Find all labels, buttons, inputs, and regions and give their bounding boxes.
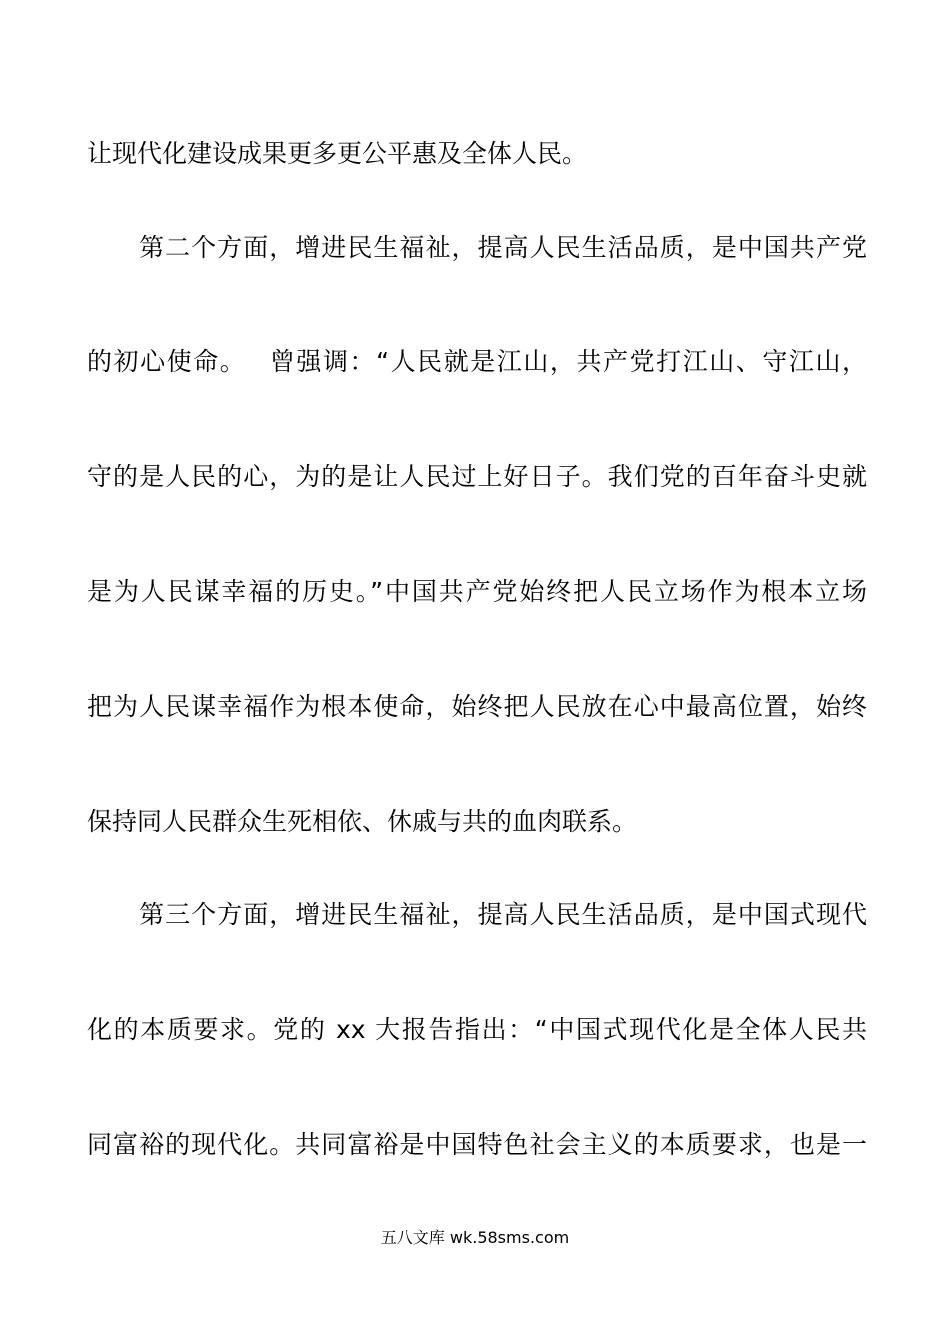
paragraph-line-1: 让现代化建设成果更多更公平惠及全体人民。 bbox=[87, 139, 588, 168]
paragraph-line-5: 是为人民谋幸福的历史。”中国共产党始终把人民立场作为根本立场 bbox=[87, 577, 867, 606]
paragraph-line-8: 第三个方面，增进民生福祉，提高人民生活品质，是中国式现代 bbox=[87, 900, 867, 929]
paragraph-line-10: 同富裕的现代化。共同富裕是中国特色社会主义的本质要求，也是一 bbox=[87, 1130, 867, 1159]
paragraph-line-4: 守的是人民的心，为的是让人民过上好日子。我们党的百年奋斗史就 bbox=[87, 462, 867, 491]
paragraph-line-7: 保持同人民群众生死相依、休戚与共的血肉联系。 bbox=[87, 807, 638, 836]
paragraph-line-6: 把为人民谋幸福作为根本使命，始终把人民放在心中最高位置，始终 bbox=[87, 692, 867, 721]
footer-watermark: 五八文库 wk.58sms.com bbox=[380, 1228, 570, 1247]
paragraph-line-2: 第二个方面，增进民生福祉，提高人民生活品质，是中国共产党 bbox=[87, 233, 867, 262]
paragraph-line-3: 的初心使命。 曾强调：“人民就是江山，共产党打江山、守江山， bbox=[87, 347, 867, 376]
paragraph-line-9: 化的本质要求。党的 xx 大报告指出：“中国式现代化是全体人民共 bbox=[87, 1015, 867, 1044]
